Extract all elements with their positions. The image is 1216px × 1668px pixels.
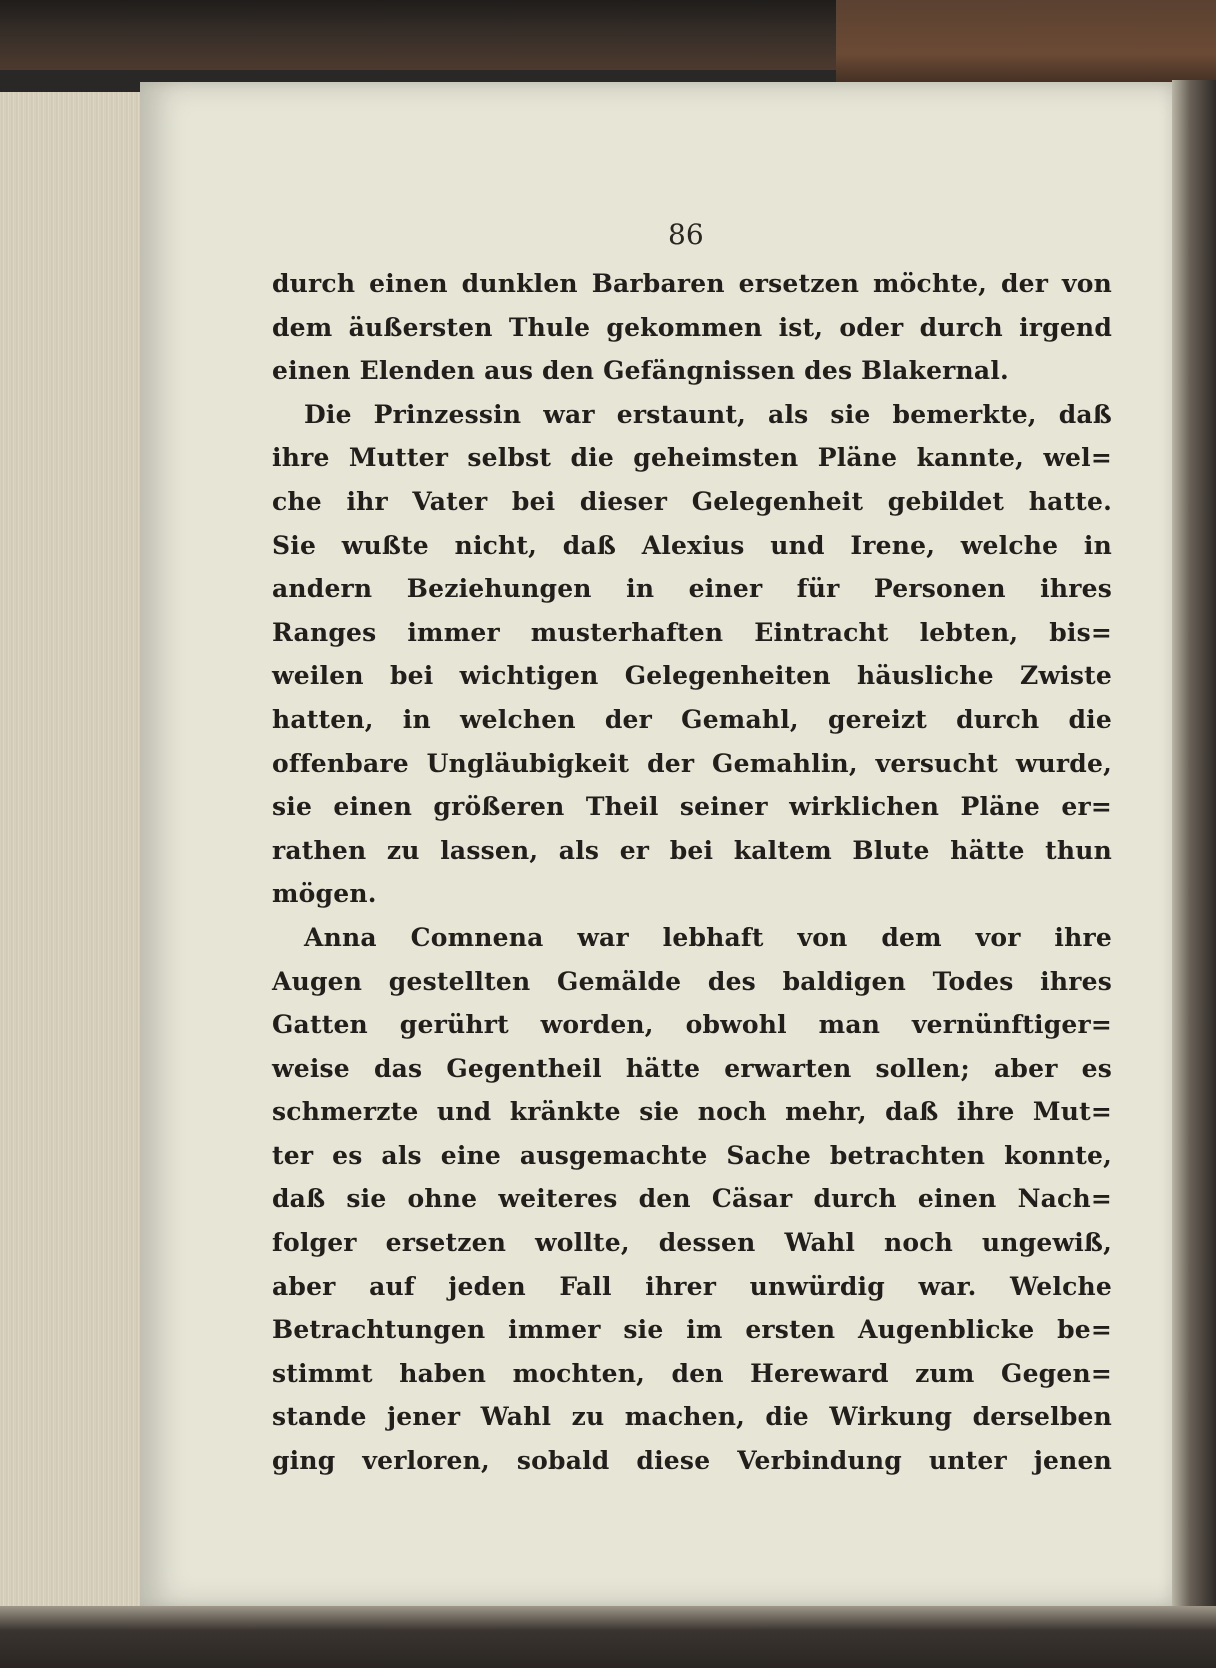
text-line: Sie wußte nicht, daß Alexius und Irene, welche in <box>272 530 1112 560</box>
text-line: aber auf jeden Fall ihrer unwürdig war. Welche <box>272 1271 1112 1301</box>
page-number: 86 <box>668 218 704 251</box>
text-line: durch einen dunklen Barbaren ersetzen möchte, der von <box>272 269 1112 298</box>
book-bottom-edge <box>0 1606 1216 1668</box>
page-gutter-shadow <box>1172 80 1216 1610</box>
text-line: ging verloren, sobald diese Verbindung unter jenen <box>272 1446 1112 1476</box>
text-line: stande jener Wahl zu machen, die Wirkung derselben <box>272 1402 1112 1432</box>
text-line: stimmt haben mochten, den Hereward zum Gegen= <box>272 1358 1112 1388</box>
text-line: daß sie ohne weiteres den Cäsar durch einen Nach= <box>272 1184 1112 1214</box>
text-line: offenbare Ungläubigkeit der Gemahlin, versucht wurde, <box>272 748 1112 778</box>
text-line: Betrachtungen immer sie im ersten Augenblicke be= <box>272 1315 1112 1345</box>
text-line: hatten, in welchen der Gemahl, gereizt durch die <box>272 704 1112 734</box>
text-line: weilen bei wichtigen Gelegenheiten häusliche Zwiste <box>272 661 1112 691</box>
text-line: Augen gestellten Gemälde des baldigen Todes ihres <box>272 966 1112 996</box>
text-line: ter es als eine ausgemachte Sache betrachten konnte, <box>272 1140 1112 1170</box>
text-line: dem äußersten Thule gekommen ist, oder durch irgend <box>272 312 1112 342</box>
page-text <box>272 262 1112 1483</box>
text-line: einen Elenden aus den Gefängnissen des Blakernal. <box>272 356 1009 386</box>
text-line: folger ersetzen wollte, dessen Wahl noch ungewiß, <box>272 1228 1112 1258</box>
text-line: schmerzte und kränkte sie noch mehr, daß ihre Mut= <box>272 1097 1112 1127</box>
text-line: andern Beziehungen in einer für Personen ihres <box>272 574 1112 604</box>
text-line: ihre Mutter selbst die geheimsten Pläne kannte, wel= <box>272 443 1112 473</box>
text-line: rathen zu lassen, als er bei kaltem Blute hätte thun <box>272 835 1112 865</box>
text-line: Ranges immer musterhaften Eintracht lebten, bis= <box>272 617 1112 647</box>
leather-binding <box>836 0 1216 90</box>
text-line: Anna Comnena war lebhaft von dem vor ihre <box>304 922 1112 952</box>
page-edges-stack <box>0 92 150 1612</box>
text-line: mögen. <box>272 879 377 909</box>
text-line: Gatten gerührt worden, obwohl man vernünftiger= <box>272 1010 1112 1040</box>
text-line: weise das Gegentheil hätte erwarten sollen; aber es <box>272 1053 1112 1083</box>
text-line: sie einen größeren Theil seiner wirklichen Pläne er= <box>272 792 1112 822</box>
text-line: che ihr Vater bei dieser Gelegenheit gebildet hatte. <box>272 486 1112 516</box>
text-line: Die Prinzessin war erstaunt, als sie bemerkte, daß <box>304 399 1112 429</box>
